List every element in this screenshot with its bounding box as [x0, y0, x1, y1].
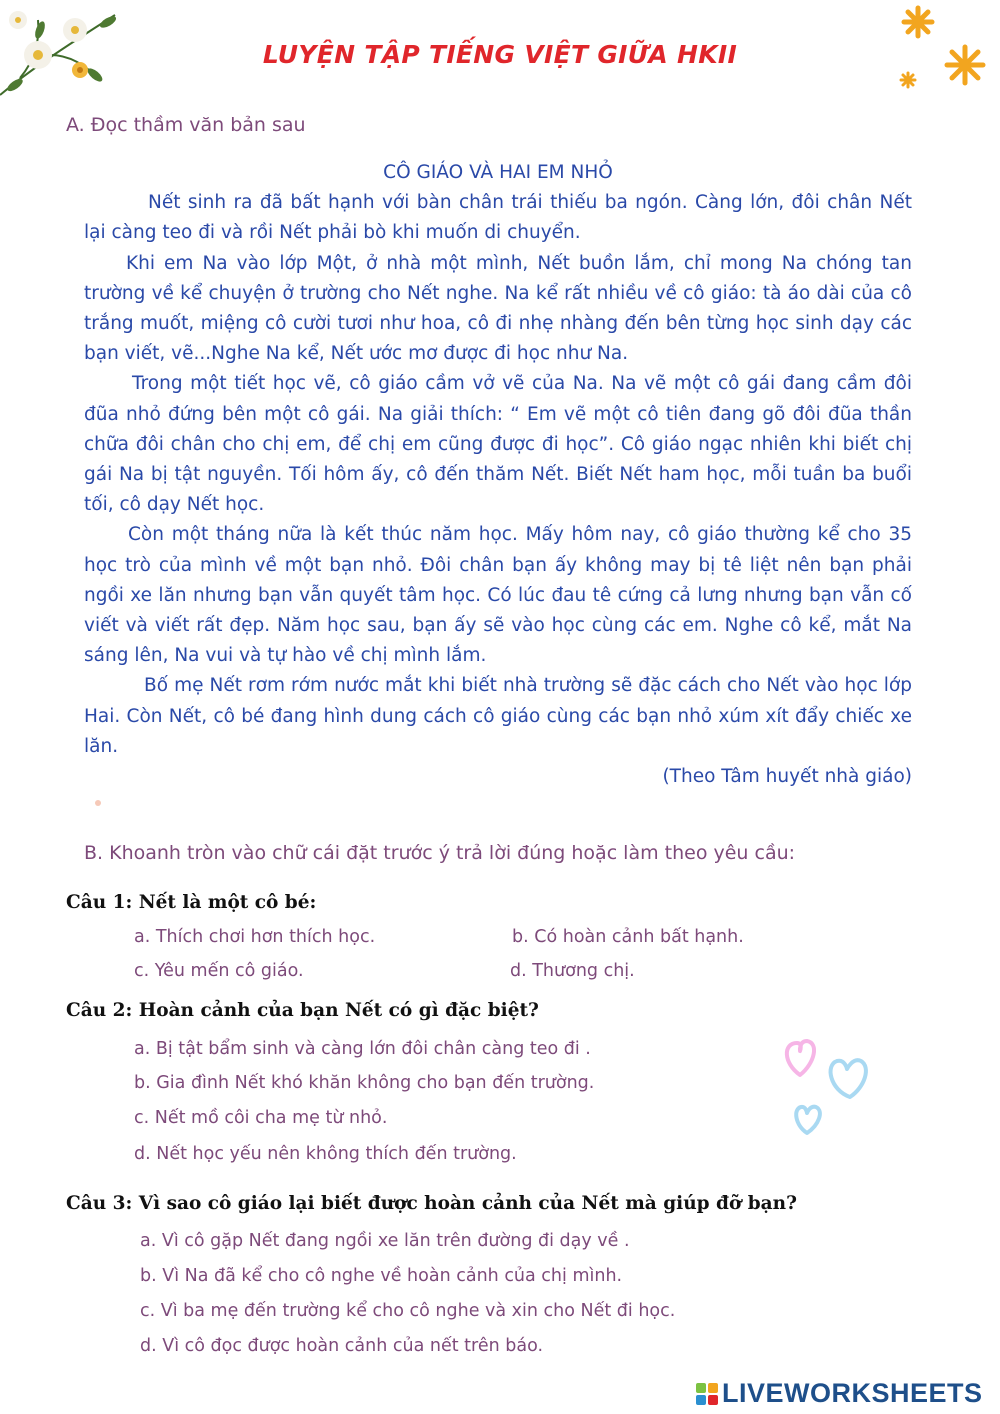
story-paragraph: Còn một tháng nữa là kết thúc năm học. Mấy hôm nay, cô giáo thường kể cho 35 học trò của mình về một bạn nhỏ. Đôi chân bạn ấy không may bị tê liệt nên bạn phải ngồi xe lăn nhưng bạn vẫn quyết tâm học. Có lúc đau tê cứng cả lưng nhưng bạn vẫn cố viết và viết rất đẹp. Năm học sau, bạn ấy sẽ vào học cùng các em. Nghe cô kể, mắt Na sáng lên, Na vui và tự hào về chị mình lắm. [84, 524, 912, 667]
logo-mark-icon [696, 1383, 718, 1405]
q2-option-d[interactable]: d. Nết học yếu nên không thích đến trường. [134, 1144, 517, 1164]
q1-option-a[interactable]: a. Thích chơi hơn thích học. [134, 927, 376, 947]
story-paragraph: Nết sinh ra đã bất hạnh với bàn chân trái thiếu ba ngón. Càng lớn, đôi chân Nết lại càng teo đi và rồi Nết phải bò khi muốn di chuyển. [84, 192, 912, 244]
q3-option-b[interactable]: b. Vì Na đã kể cho cô nghe về hoàn cảnh của chị mình. [140, 1266, 623, 1286]
story-title: CÔ GIÁO VÀ HAI EM NHỎ [383, 162, 613, 183]
q3-option-c[interactable]: c. Vì ba mẹ đến trường kể cho cô nghe và xin cho Nết đi học. [140, 1301, 676, 1321]
story-paragraph: Trong một tiết học vẽ, cô giáo cầm vở vẽ của Na. Na vẽ một cô gái đang cầm đôi đũa nhỏ đứng bên một cô gái. Na giải thích: “ Em vẽ một cô tiên đang gõ đôi đũa thần chữa đôi chân cho chị em, để chị em cũng được đi học”. Cô giáo ngạc nhiên khi biết chị gái Na bị tật nguyền. Tối hôm ấy, cô đến thăm Nết. Biết Nết ham học, mỗi tuần ba buổi tối, cô dạy Nết học. [84, 373, 912, 516]
section-b-heading: B. Khoanh tròn vào chữ cái đặt trước ý trả lời đúng hoặc làm theo yêu cầu: [84, 842, 796, 864]
question-1: Câu 1: Nết là một cô bé: [66, 892, 317, 913]
q2-option-a[interactable]: a. Bị tật bẩm sinh và càng lớn đôi chân càng teo đi . [134, 1039, 591, 1059]
story-paragraph: Khi em Na vào lớp Một, ở nhà một mình, Nết buồn lắm, chỉ mong Na chóng tan trường về kể chuyện ở trường cho Nết nghe. Na kể rất nhiều về cô giáo: tà áo dài của cô trắng muốt, miệng cô cười tươi như hoa, cô đi nhẹ nhàng đến bên từng học sinh dạy các bạn viết, vẽ...Nghe Na kể, Nết ước mơ được đi học như Na. [84, 252, 912, 365]
logo-text: LIVEWORKSHEETS [722, 1378, 983, 1408]
page-title: LUYỆN TẬP TIẾNG VIỆT GIỮA HKII [262, 40, 738, 69]
story-source: (Theo Tâm huyết nhà giáo) [662, 766, 912, 788]
q1-option-c[interactable]: c. Yêu mến cô giáo. [134, 961, 304, 981]
question-2: Câu 2: Hoàn cảnh của bạn Nết có gì đặc biệt? [66, 1000, 539, 1021]
story-paragraph: Bố mẹ Nết rơm rớm nước mắt khi biết nhà trường sẽ đặc cách cho Nết vào học lớp Hai. Còn Nết, cô bé đang hình dung cách cô giáo cùng các bạn nhỏ xúm xít đẩy chiếc xe lăn. [84, 675, 912, 757]
q2-option-b[interactable]: b. Gia đình Nết khó khăn không cho bạn đến trường. [134, 1073, 595, 1093]
decorative-dot [95, 800, 101, 806]
story-block [84, 158, 912, 792]
liveworksheets-logo[interactable] [696, 1378, 983, 1409]
q1-option-d[interactable]: d. Thương chị. [510, 961, 635, 981]
heart-icon [775, 1035, 875, 1145]
q3-option-a[interactable]: a. Vì cô gặp Nết đang ngồi xe lăn trên đường đi dạy về . [140, 1231, 630, 1251]
q1-option-b[interactable]: b. Có hoàn cảnh bất hạnh. [512, 927, 744, 947]
q2-option-c[interactable]: c. Nết mồ côi cha mẹ từ nhỏ. [134, 1108, 388, 1128]
question-3: Câu 3: Vì sao cô giáo lại biết được hoàn cảnh của Nết mà giúp đỡ bạn? [66, 1193, 797, 1214]
q3-option-d[interactable]: d. Vì cô đọc được hoàn cảnh của nết trên báo. [140, 1336, 544, 1356]
section-a-heading: A. Đọc thầm văn bản sau [66, 114, 306, 136]
